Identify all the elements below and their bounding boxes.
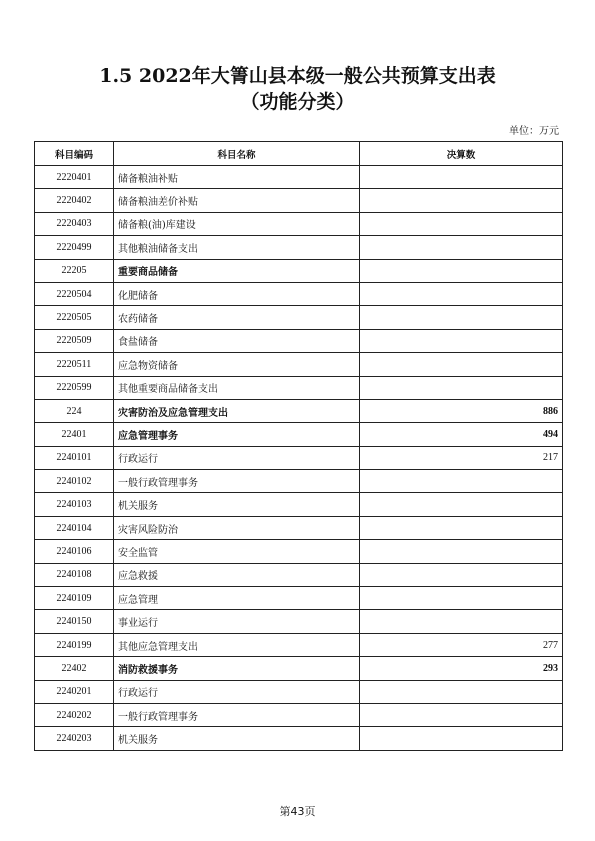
row-amount-cell bbox=[360, 166, 563, 189]
row-code-cell: 2220511 bbox=[35, 353, 114, 376]
row-name-cell: 化肥储备 bbox=[114, 282, 360, 305]
table-row bbox=[35, 259, 563, 282]
table-header-row bbox=[35, 142, 563, 166]
page-subtitle: （功能分类） bbox=[240, 91, 355, 113]
row-amount-cell bbox=[360, 329, 563, 352]
table-row bbox=[35, 329, 563, 352]
row-amount-cell bbox=[360, 353, 563, 376]
row-code-cell: 2220401 bbox=[35, 166, 114, 189]
row-code-cell: 2240203 bbox=[35, 727, 114, 750]
page-title: 1.5 2022年大箐山县本级一般公共预算支出表 bbox=[99, 65, 496, 87]
row-amount-cell bbox=[360, 610, 563, 633]
row-amount-cell bbox=[360, 212, 563, 235]
row-name-cell: 重要商品储备 bbox=[114, 259, 360, 282]
row-amount-cell bbox=[360, 703, 563, 726]
column-header-amount: 决算数 bbox=[360, 142, 563, 166]
table-row bbox=[35, 657, 563, 680]
row-code-cell: 2240102 bbox=[35, 470, 114, 493]
row-code-cell: 2240101 bbox=[35, 446, 114, 469]
row-code-cell: 22205 bbox=[35, 259, 114, 282]
row-code-cell: 2240202 bbox=[35, 703, 114, 726]
row-name-cell: 一般行政管理事务 bbox=[114, 470, 360, 493]
row-code-cell: 2240104 bbox=[35, 516, 114, 539]
row-code-cell: 2220403 bbox=[35, 212, 114, 235]
row-amount-cell bbox=[360, 259, 563, 282]
row-amount-cell: 293 bbox=[360, 657, 563, 680]
row-code-cell: 2220505 bbox=[35, 306, 114, 329]
row-name-cell: 其他应急管理支出 bbox=[114, 633, 360, 656]
table-row bbox=[35, 399, 563, 422]
row-code-cell: 2220402 bbox=[35, 189, 114, 212]
row-amount-cell bbox=[360, 540, 563, 563]
column-header-name: 科目名称 bbox=[114, 142, 360, 166]
row-name-cell: 灾害风险防治 bbox=[114, 516, 360, 539]
row-code-cell: 2220599 bbox=[35, 376, 114, 399]
budget-table bbox=[34, 141, 563, 751]
row-amount-cell: 217 bbox=[360, 446, 563, 469]
row-amount-cell bbox=[360, 470, 563, 493]
row-code-cell: 2240150 bbox=[35, 610, 114, 633]
row-amount-cell: 494 bbox=[360, 423, 563, 446]
table-row bbox=[35, 306, 563, 329]
row-name-cell: 应急管理事务 bbox=[114, 423, 360, 446]
table-row bbox=[35, 236, 563, 259]
row-name-cell: 储备粮(油)库建设 bbox=[114, 212, 360, 235]
row-code-cell: 224 bbox=[35, 399, 114, 422]
row-name-cell: 食盐储备 bbox=[114, 329, 360, 352]
table-row bbox=[35, 353, 563, 376]
row-name-cell: 其他重要商品储备支出 bbox=[114, 376, 360, 399]
row-name-cell: 一般行政管理事务 bbox=[114, 703, 360, 726]
table-row bbox=[35, 563, 563, 586]
row-name-cell: 消防救援事务 bbox=[114, 657, 360, 680]
table-row bbox=[35, 516, 563, 539]
row-name-cell: 灾害防治及应急管理支出 bbox=[114, 399, 360, 422]
row-name-cell: 其他粮油储备支出 bbox=[114, 236, 360, 259]
page-number: 第43页 bbox=[279, 805, 316, 818]
row-code-cell: 2240108 bbox=[35, 563, 114, 586]
table-row bbox=[35, 470, 563, 493]
table-row bbox=[35, 166, 563, 189]
row-amount-cell bbox=[360, 563, 563, 586]
table-row bbox=[35, 633, 563, 656]
row-name-cell: 农药储备 bbox=[114, 306, 360, 329]
row-amount-cell bbox=[360, 516, 563, 539]
table-row bbox=[35, 493, 563, 516]
row-code-cell: 2220509 bbox=[35, 329, 114, 352]
row-name-cell: 机关服务 bbox=[114, 727, 360, 750]
row-amount-cell bbox=[360, 236, 563, 259]
row-name-cell: 行政运行 bbox=[114, 446, 360, 469]
row-amount-cell bbox=[360, 306, 563, 329]
unit-label: 单位：万元 bbox=[509, 126, 559, 137]
row-code-cell: 22401 bbox=[35, 423, 114, 446]
column-header-code: 科目编码 bbox=[35, 142, 114, 166]
row-name-cell: 储备粮油差价补贴 bbox=[114, 189, 360, 212]
row-name-cell: 行政运行 bbox=[114, 680, 360, 703]
table-row bbox=[35, 727, 563, 750]
table-row bbox=[35, 423, 563, 446]
row-amount-cell bbox=[360, 587, 563, 610]
row-name-cell: 事业运行 bbox=[114, 610, 360, 633]
row-name-cell: 应急管理 bbox=[114, 587, 360, 610]
row-code-cell: 2220504 bbox=[35, 282, 114, 305]
row-name-cell: 安全监管 bbox=[114, 540, 360, 563]
row-code-cell: 22402 bbox=[35, 657, 114, 680]
row-amount-cell: 277 bbox=[360, 633, 563, 656]
table-row bbox=[35, 587, 563, 610]
row-amount-cell bbox=[360, 727, 563, 750]
row-code-cell: 2220499 bbox=[35, 236, 114, 259]
row-amount-cell bbox=[360, 493, 563, 516]
row-code-cell: 2240199 bbox=[35, 633, 114, 656]
row-code-cell: 2240106 bbox=[35, 540, 114, 563]
table-row bbox=[35, 189, 563, 212]
row-code-cell: 2240201 bbox=[35, 680, 114, 703]
table-row bbox=[35, 703, 563, 726]
row-name-cell: 储备粮油补贴 bbox=[114, 166, 360, 189]
table-body bbox=[35, 166, 563, 751]
row-code-cell: 2240109 bbox=[35, 587, 114, 610]
row-name-cell: 应急救援 bbox=[114, 563, 360, 586]
row-amount-cell: 886 bbox=[360, 399, 563, 422]
table-row bbox=[35, 540, 563, 563]
table-row bbox=[35, 610, 563, 633]
row-amount-cell bbox=[360, 680, 563, 703]
row-name-cell: 应急物资储备 bbox=[114, 353, 360, 376]
row-amount-cell bbox=[360, 376, 563, 399]
table-row bbox=[35, 376, 563, 399]
row-amount-cell bbox=[360, 282, 563, 305]
row-amount-cell bbox=[360, 189, 563, 212]
row-code-cell: 2240103 bbox=[35, 493, 114, 516]
table-row bbox=[35, 680, 563, 703]
table-row bbox=[35, 212, 563, 235]
table-row bbox=[35, 446, 563, 469]
row-name-cell: 机关服务 bbox=[114, 493, 360, 516]
table-row bbox=[35, 282, 563, 305]
